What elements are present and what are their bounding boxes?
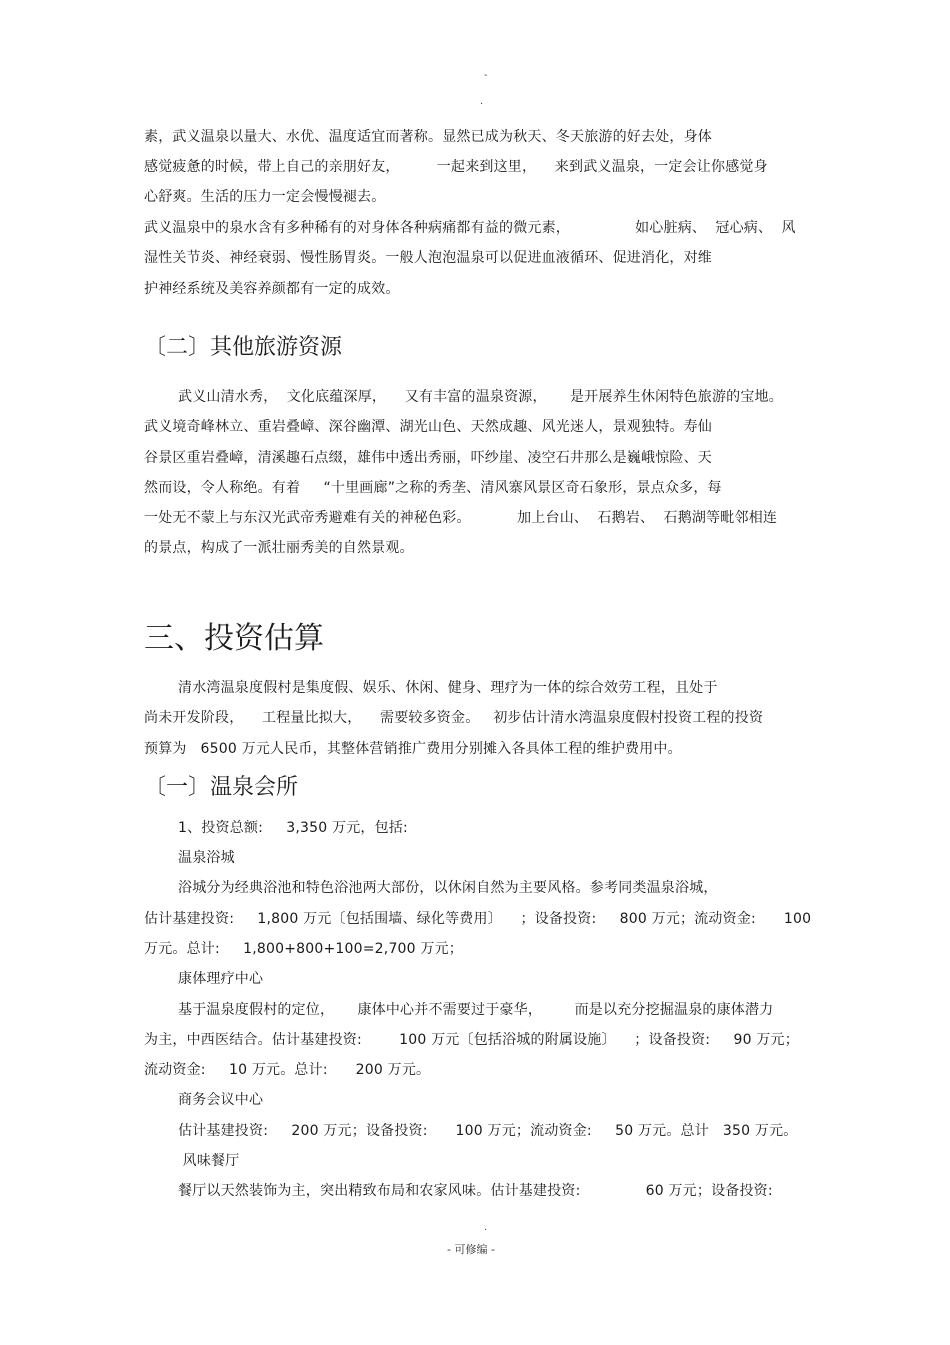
paragraph-line: 估计基建投资: 200 万元；设备投资: 100 万元；流动资金: 50 万元。总计 350 万元。 (178, 1123, 798, 1139)
paragraph-line: 武义境奇峰林立、重岩叠嶂、深谷幽潭、湖光山色、天然成趣、风光迷人，景观独特。寿仙 (144, 419, 712, 435)
paragraph-line: 为主，中西医结合。估计基建投资: 100 万元〔包括浴城的附属设施〕 ；设备投资: 90 万元； (144, 1032, 799, 1048)
paragraph-line: 浴城分为经典浴池和特色浴池两大部份，以休闲自然为主要风格。参考同类温泉浴城， (178, 880, 718, 896)
paragraph-line: 预算为 6500 万元人民币，其整体营销推广费用分别摊入各具体工程的维护费用中。 (144, 741, 682, 757)
header-mark: - (484, 70, 488, 81)
paragraph-line: 感觉疲惫的时候，带上自己的亲朋好友， 一起来到这里， 来到武义温泉，一定会让你感觉身 (144, 159, 768, 175)
paragraph-line: 基于温泉度假村的定位， 康体中心并不需要过于豪华， 而是以充分挖掘温泉的康体潜力 (178, 1002, 774, 1018)
paragraph-line: 湿性关节炎、神经衰弱、慢性肠胃炎。一般人泡泡温泉可以促进血液循环、促进消化，对维 (144, 250, 712, 266)
section-heading-other-resources: 〔二〕其他旅游资源 (144, 335, 343, 360)
footer-text: - 可修编 - (447, 1243, 495, 1256)
list-item: 1、投资总额: 3,350 万元，包括: (178, 820, 408, 836)
paragraph-line: 武义山清水秀， 文化底蕴深厚， 又有丰富的温泉资源， 是开展养生休闲特色旅游的宝地。 (178, 389, 783, 405)
paragraph-line: 护神经系统及美容养颜都有一定的成效。 (144, 281, 400, 297)
paragraph-line: 谷景区重岩叠嶂，清溪趣石点缀，雄伟中透出秀丽，吓纱崖、凌空石井那么是巍峨惊险、天 (144, 450, 712, 466)
paragraph-line: 的景点，构成了一派壮丽秀美的自然景观。 (144, 540, 414, 556)
paragraph-line: 尚未开发阶段， 工程量比拟大， 需要较多资金。 初步估计清水湾温泉度假村投资工程的投资 (144, 710, 764, 726)
footer-dot: . (484, 1222, 488, 1233)
subheading: 康体理疗中心 (178, 971, 264, 987)
subheading: 商务会议中心 (178, 1092, 264, 1108)
paragraph-line: 一处无不蒙上与东汉光武帝秀避难有关的神秘色彩。 加上台山、 石鹅岩、 石鹅湖等毗邻相连 (144, 510, 778, 526)
paragraph-line: 武义温泉中的泉水含有多种稀有的对身体各种病痛都有益的微元素， 如心脏病、 冠心病、 风 (144, 220, 796, 236)
paragraph-line: 餐厅以天然装饰为主，突出精致布局和农家风味。估计基建投资: 60 万元；设备投资: (178, 1183, 773, 1199)
subheading: 温泉浴城 (178, 850, 235, 866)
paragraph-line: 流动资金: 10 万元。总计: 200 万元。 (144, 1062, 431, 1078)
section-heading-hot-spring-club: 〔一〕温泉会所 (144, 775, 299, 800)
paragraph-line: 素，武义温泉以量大、水优、温度适宜而著称。显然已成为秋天、冬天旅游的好去处，身体 (144, 129, 712, 145)
paragraph-line: 估计基建投资: 1,800 万元〔包括围墙、绿化等费用〕 ；设备投资: 800 万元；流动资金: 100 (144, 911, 812, 927)
paragraph-line: 万元。总计: 1,800+800+100=2,700 万元； (144, 941, 464, 957)
subheading: 风味餐厅 (178, 1153, 240, 1169)
paragraph-line: 然而设，令人称绝。有着 “十里画廊”之称的秀垄、清风寨风景区奇石象形，景点众多，每 (144, 480, 722, 496)
header-dot: . (480, 96, 484, 107)
chapter-heading-investment: 三、投资估算 (144, 621, 324, 656)
paragraph-line: 心舒爽。生活的压力一定会慢慢褪去。 (144, 189, 386, 205)
paragraph-line: 清水湾温泉度假村是集度假、娱乐、休闲、健身、理疗为一体的综合效劳工程，且处于 (178, 680, 718, 696)
